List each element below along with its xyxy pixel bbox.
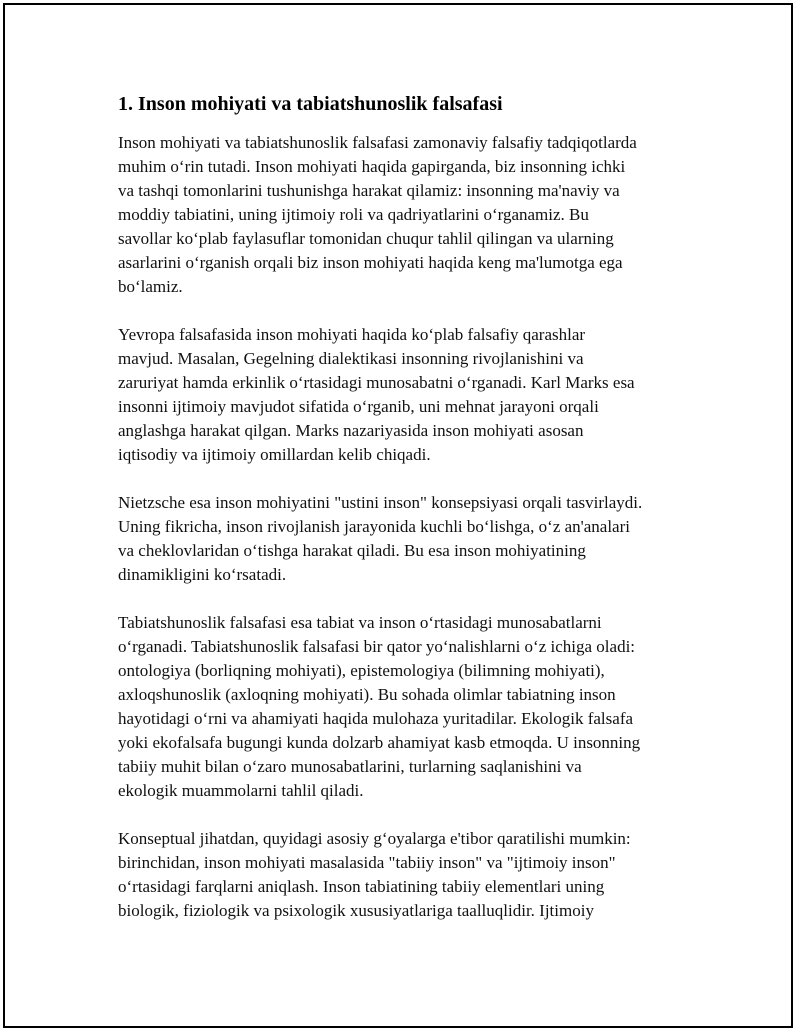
paragraph-nietzsche: Nietzsche esa inson mohiyatini "ustini inson" konsepsiyasi orqali tasvirlaydi. Uning fikricha, inson rivojlanish jarayonida kuchli bo‘lishga, o‘z an'analari va cheklovlaridan o‘tishga harakat qiladi. Bu esa inson mohiyatining dinamikligini ko‘rsatadi. (118, 493, 643, 584)
section-heading: 1. Inson mohiyati va tabiatshunoslik falsafasi (118, 93, 503, 115)
document-body (118, 91, 690, 947)
paragraph-european-philosophy: Yevropa falsafasida inson mohiyati haqida ko‘plab falsafiy qarashlar mavjud. Masalan, Gegelning dialektikasi insonning rivojlanishini va zaruriyat hamda erkinlik o‘rtasidagi munosabatni o‘rganadi. Karl Marks esa insonni ijtimoiy mavjudot sifatida o‘rganib, uni mehnat jarayoni orqali anglashga harakat qilgan. Marks nazariyasida inson mohiyati asosan iqtisodiy va ijtimoiy omillardan kelib chiqadi. (118, 325, 635, 464)
paragraph-natural-philosophy: Tabiatshunoslik falsafasi esa tabiat va inson o‘rtasidagi munosabatlarni o‘rganadi. Tabiatshunoslik falsafasi bir qator yo‘nalishlarni o‘z ichiga oladi: ontologiya (borliqning mohiyati), epistemologiya (bilimning mohiyati), axloqshunoslik (axloqning mohiyati). Bu sohada olimlar tabiatning inson hayotidagi o‘rni va ahamiyati haqida mulohaza yuritadilar. Ekologik falsafa yoki ekofalsafa bugungi kunda dolzarb ahamiyat kasb etmoqda. U insonning tabiiy muhit bilan o‘zaro munosabatlarini, turlarning saqlanishini va ekologik muammolarni tahlil qiladi. (118, 613, 641, 800)
paragraph-conceptual: Konseptual jihatdan, quyidagi asosiy g‘oyalarga e'tibor qaratilishi mumkin: birinchidan, inson mohiyati masalasida "tabiiy inson" va "ijtimoiy inson" o‘rtasidagi farqlarni aniqlash. Inson tabiatining tabiiy elementlari uning biologik, fiziologik va psixologik xususiyatlariga taalluqlidir. Ijtimoiy (118, 829, 631, 920)
paragraph-intro: Inson mohiyati va tabiatshunoslik falsafasi zamonaviy falsafiy tadqiqotlarda muhim o‘rin tutadi. Inson mohiyati haqida gapirganda, biz insonning ichki va tashqi tomonlarini tushunishga harakat qilamiz: insonning ma'naviy va moddiy tabiatini, uning ijtimoiy roli va qadriyatlarini o‘rganamiz. Bu savollar ko‘plab faylasuflar tomonidan chuqur tahlil qilingan va ularning asarlarini o‘rganish orqali biz inson mohiyati haqida keng ma'lumotga ega bo‘lamiz. (118, 133, 637, 296)
